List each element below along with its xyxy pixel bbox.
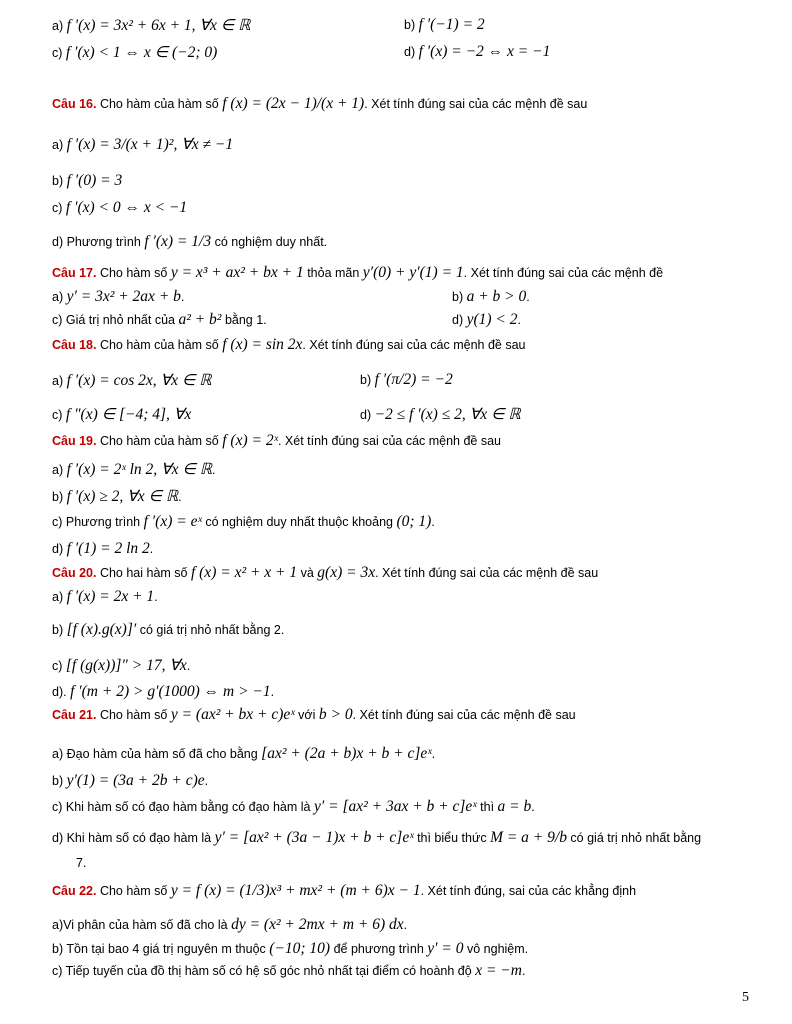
math-expression: a = b (497, 798, 532, 815)
math-expression: y′ = [ax² + (3a − 1)x + b + c]eˣ (214, 829, 414, 846)
text-line (52, 962, 525, 980)
text-span: . (270, 685, 275, 699)
math-expression: y′(0) + y′(1) = 1 (362, 264, 464, 281)
text-line (52, 772, 208, 790)
text-span: c) (52, 408, 66, 422)
text-line (52, 540, 153, 558)
text-line (52, 336, 525, 354)
text-span: a) Đạo hàm của hàm số đã cho bằng (52, 747, 262, 761)
text-line (52, 288, 184, 306)
text-span: a) (52, 138, 67, 152)
text-span: với (294, 708, 319, 722)
text-span: vô nghiệm. (463, 942, 529, 956)
math-expression: f ′(x) = cos 2x, ∀x ∈ ℝ (66, 372, 212, 389)
math-expression: f ′(x) = −2 ⇔ x = −1 (418, 43, 551, 60)
text-span: . Xét tính đúng sai của các mệnh đề (463, 266, 664, 280)
text-span: . (526, 290, 530, 304)
text-span: . (180, 290, 185, 304)
math-expression: f ′(m + 2) > g′(1000) ⇔ m > −1 (70, 683, 271, 700)
math-expression: [f (x).g(x)]′ (66, 621, 137, 638)
text-span: a) (52, 290, 67, 304)
question-label: Câu 17. (52, 266, 97, 280)
math-expression: f ′(1) = 2 ln 2 (66, 540, 150, 557)
text-line (360, 371, 453, 389)
math-expression: f ″(x) ∈ [−4; 4], ∀x (65, 406, 192, 423)
text-span: . (521, 964, 526, 978)
text-line (52, 683, 274, 701)
text-span: để phương trình (330, 942, 428, 956)
text-span: Cho hàm số (96, 884, 171, 898)
text-span: a) (52, 374, 67, 388)
text-span: . (431, 515, 435, 529)
math-expression: f (x) = sin 2x (222, 336, 303, 353)
math-expression: f ′(x) < 0 ⇔ x < −1 (65, 199, 188, 216)
question-label: Câu 22. (52, 884, 97, 898)
text-line (52, 882, 636, 900)
text-span: . Xét tính đúng sai của các mệnh đề sau (364, 97, 588, 111)
math-expression: f ′(x) = 2x + 1 (66, 588, 155, 605)
text-span: d) (452, 313, 467, 327)
text-line (52, 16, 250, 35)
text-span: . Xét tính đúng sai của các mệnh đề sau (375, 566, 599, 580)
text-span: thì (476, 800, 498, 814)
text-span: . Xét tính đúng sai của các mệnh đề sau (352, 708, 576, 722)
text-span: c) Phương trình (52, 515, 144, 529)
text-span: có nghiệm duy nhất thuộc khoảng (201, 515, 397, 529)
question-label: Câu 16. (52, 97, 97, 111)
math-expression: y(1) < 2 (466, 311, 518, 328)
math-expression: f (x) = 2ˣ (222, 432, 278, 449)
math-expression: (0; 1) (396, 513, 432, 530)
text-span: a) (52, 19, 67, 33)
text-span: . (186, 659, 191, 673)
text-span: . (431, 747, 436, 761)
text-line (52, 311, 267, 329)
math-expression: f ′(x) = 3x² + 6x + 1, ∀x ∈ ℝ (66, 17, 251, 34)
text-span: c) (52, 46, 66, 60)
text-line (52, 798, 535, 816)
text-line (404, 16, 485, 34)
math-expression: −2 ≤ f ′(x) ≤ 2, ∀x ∈ ℝ (374, 406, 521, 423)
text-span: thỏa mãn (303, 266, 363, 280)
math-expression: f ′(x) = 1/3 (144, 233, 212, 250)
text-line (76, 856, 86, 870)
text-span: . (204, 774, 209, 788)
math-expression: y = f (x) = (1/3)x³ + mx² + (m + 6)x − 1 (170, 882, 421, 899)
text-span: c) (52, 659, 66, 673)
math-expression: f (x) = (2x − 1)/(x + 1) (222, 95, 365, 112)
math-expression: f ′(x) = eˣ (143, 513, 202, 530)
text-span: b) (52, 623, 67, 637)
text-line (52, 940, 528, 958)
text-span: d) (404, 45, 419, 59)
text-line (52, 745, 435, 763)
text-line (52, 43, 217, 62)
text-span: . (212, 463, 216, 477)
math-expression: y = (ax² + bx + c)eˣ (170, 706, 295, 723)
text-span: a)Vi phân của hàm số đã cho là (52, 918, 232, 932)
text-span: b) (52, 174, 67, 188)
text-line (52, 916, 407, 934)
text-line (52, 199, 187, 217)
text-span: . (178, 490, 182, 504)
text-span: c) Tiếp tuyến của đồ thị hàm số có hệ số góc nhỏ nhất tại điểm có hoành độ (52, 964, 476, 978)
text-span: b) (404, 18, 419, 32)
text-line (52, 829, 701, 847)
text-span: thì biểu thức (413, 831, 491, 845)
text-span: d) Phương trình (52, 235, 145, 249)
math-expression: f ′(0) = 3 (66, 172, 123, 189)
math-expression: f ′(x) ≥ 2, ∀x ∈ ℝ (66, 488, 179, 505)
text-span: Cho hai hàm số (96, 566, 191, 580)
math-expression: f ′(x) < 1 ⇔ x ∈ (−2; 0) (65, 44, 218, 61)
math-expression: g(x) = 3x (317, 564, 376, 581)
text-span: . (403, 918, 408, 932)
question-label: Câu 19. (52, 434, 97, 448)
question-label: Câu 18. (52, 338, 97, 352)
text-span: . Xét tính đúng, sai của các khẳng định (420, 884, 637, 898)
text-line (52, 233, 327, 251)
text-line (52, 95, 587, 113)
text-span: 7. (76, 856, 87, 870)
text-span: b) (452, 290, 467, 304)
text-span: d). (52, 685, 71, 699)
math-expression: (−10; 10) (269, 940, 331, 957)
question-label: Câu 21. (52, 708, 97, 722)
text-line (52, 371, 212, 390)
math-expression: f ′(π/2) = −2 (374, 371, 453, 388)
text-span: . (517, 313, 521, 327)
text-span: . (531, 800, 535, 814)
text-span: có nghiệm duy nhất. (211, 235, 328, 249)
math-expression: y = x³ + ax² + bx + 1 (170, 264, 304, 281)
math-expression: x = −m (475, 962, 522, 979)
text-span: . Xét tính đúng sai của các mệnh đề sau (277, 434, 502, 448)
text-line (52, 706, 576, 724)
text-span: Cho hàm số (96, 708, 171, 722)
text-line (452, 288, 530, 306)
text-line (52, 135, 233, 154)
text-span: có giá trị nhỏ nhất bằng 2. (136, 623, 285, 637)
text-line (52, 588, 158, 606)
page-number: 5 (742, 990, 749, 1005)
text-span: a) (52, 590, 67, 604)
text-line (52, 432, 501, 450)
text-span: có giá trị nhỏ nhất bằng (566, 831, 702, 845)
text-span: Cho hàm số (96, 266, 171, 280)
text-line (52, 564, 598, 582)
text-span: b) (360, 373, 375, 387)
math-expression: y′ = 3x² + 2ax + b (66, 288, 181, 305)
math-expression: f ′(x) = 3/(x + 1)², ∀x ≠ −1 (66, 136, 234, 153)
text-line (52, 264, 663, 282)
text-span: c) Giá trị nhỏ nhất của (52, 313, 179, 327)
text-span: và (297, 566, 318, 580)
math-expression: y′ = 0 (427, 940, 464, 957)
math-expression: b > 0 (318, 706, 353, 723)
question-label: Câu 20. (52, 566, 97, 580)
text-span: d) (52, 542, 67, 556)
math-expression: f (x) = x² + x + 1 (190, 564, 298, 581)
text-span: bằng 1. (221, 313, 267, 327)
math-expression: dy = (x² + 2mx + m + 6) dx (231, 916, 404, 933)
text-line (452, 311, 521, 329)
text-span: Cho hàm của hàm số (96, 97, 223, 111)
text-line (404, 43, 550, 61)
math-expression: f ′(−1) = 2 (418, 16, 485, 33)
text-line (360, 405, 521, 424)
math-expression: y′ = [ax² + 3ax + b + c]eˣ (313, 798, 477, 815)
text-span: . (154, 590, 158, 604)
text-span: a) (52, 463, 67, 477)
text-span: b) (52, 774, 67, 788)
math-expression: y′(1) = (3a + 2b + c)e (66, 772, 205, 789)
text-line (52, 405, 191, 424)
text-span: b) (52, 490, 67, 504)
text-line (52, 621, 284, 639)
math-expression: f ′(x) = 2ˣ ln 2, ∀x ∈ ℝ (66, 461, 213, 478)
math-expression: a + b > 0 (466, 288, 527, 305)
text-line (52, 172, 122, 190)
text-span: Cho hàm của hàm số (96, 434, 223, 448)
math-expression: [ax² + (2a + b)x + b + c]eˣ (261, 745, 432, 762)
text-span: c) Khi hàm số có đạo hàm bằng có đạo hàm là (52, 800, 314, 814)
text-span: d) (360, 408, 375, 422)
text-span: d) Khi hàm số có đạo hàm là (52, 831, 215, 845)
text-line (52, 460, 216, 479)
text-line (52, 656, 190, 675)
text-span: Cho hàm của hàm số (96, 338, 223, 352)
text-span: b) Tồn tại bao 4 giá trị nguyên m thuộc (52, 942, 270, 956)
math-expression: [f (g(x))]″ > 17, ∀x (65, 657, 187, 674)
text-span: c) (52, 201, 66, 215)
text-line (52, 487, 182, 506)
math-expression: M = a + 9/b (490, 829, 567, 846)
text-span: . Xét tính đúng sai của các mệnh đề sau (302, 338, 526, 352)
math-expression: a² + b² (178, 311, 222, 328)
text-span: . (149, 542, 154, 556)
text-line (52, 513, 435, 531)
